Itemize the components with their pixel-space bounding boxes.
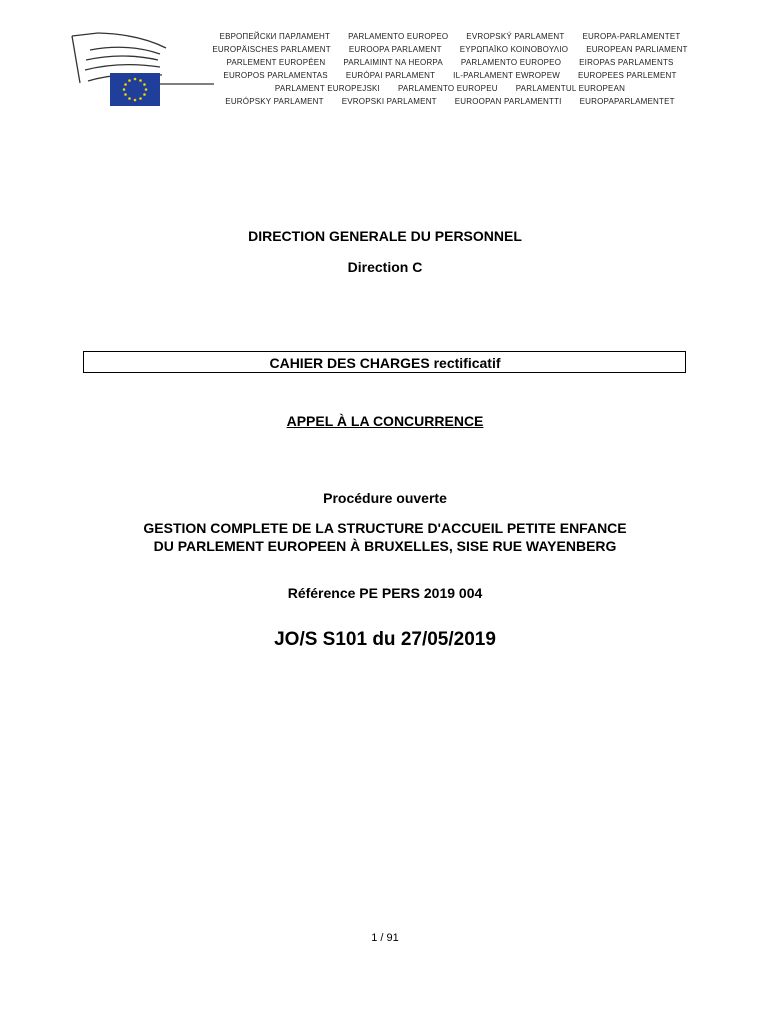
parliament-names-row: PARLEMENT EUROPÉEN PARLAIMINT NA HEORPA PARLAMENTO EUROPEO EIROPAS PARLAMENTS xyxy=(226,58,674,67)
direction-heading: Direction C xyxy=(347,259,423,275)
call-for-tender-title: APPEL À LA CONCURRENCE xyxy=(286,413,484,429)
official-journal-reference: JO/S S101 du 27/05/2019 xyxy=(274,629,496,650)
parliament-names-row: ЕВРОПЕЙСКИ ПАРЛАМЕНТ PARLAMENTO EUROPEO EVROPSKÝ PARLAMENT EUROPA-PARLAMENTET xyxy=(219,32,681,41)
page-number: 1 / 91 xyxy=(371,932,399,944)
parliament-names-block xyxy=(200,30,700,108)
directorate-heading: DIRECTION GENERALE DU PERSONNEL xyxy=(248,228,522,244)
parliament-names-row: EURÓPSKY PARLAMENT EVROPSKI PARLAMENT EUROOPAN PARLAMENTTI EUROPAPARLAMENTET xyxy=(225,97,675,106)
subject-line-2: DU PARLEMENT EUROPEEN À BRUXELLES, SISE RUE WAYENBERG xyxy=(153,538,617,554)
parliament-names-row: PARLAMENT EUROPEJSKI PARLAMENTO EUROPEU PARLAMENTUL EUROPEAN xyxy=(274,84,626,93)
box-title: CAHIER DES CHARGES rectificatif xyxy=(269,355,501,371)
procedure-type: Procédure ouverte xyxy=(323,490,447,506)
reference-number: Référence PE PERS 2019 004 xyxy=(287,585,483,601)
parliament-names-row: EUROPÄISCHES PARLAMENT EUROOPA PARLAMENT ΕΥΡΩΠΑΪΚΟ ΚΟΙΝΟΒΟΥΛΙΟ EUROPEAN PARLIAMENT xyxy=(212,45,688,54)
european-parliament-logo-icon xyxy=(68,28,218,113)
parliament-names-row: EUROPOS PARLAMENTAS EURÓPAI PARLAMENT IL-PARLAMENT EWROPEW EUROPEES PARLEMENT xyxy=(223,71,677,80)
subject-line-1: GESTION COMPLETE DE LA STRUCTURE D'ACCUEIL PETITE ENFANCE xyxy=(143,520,627,536)
